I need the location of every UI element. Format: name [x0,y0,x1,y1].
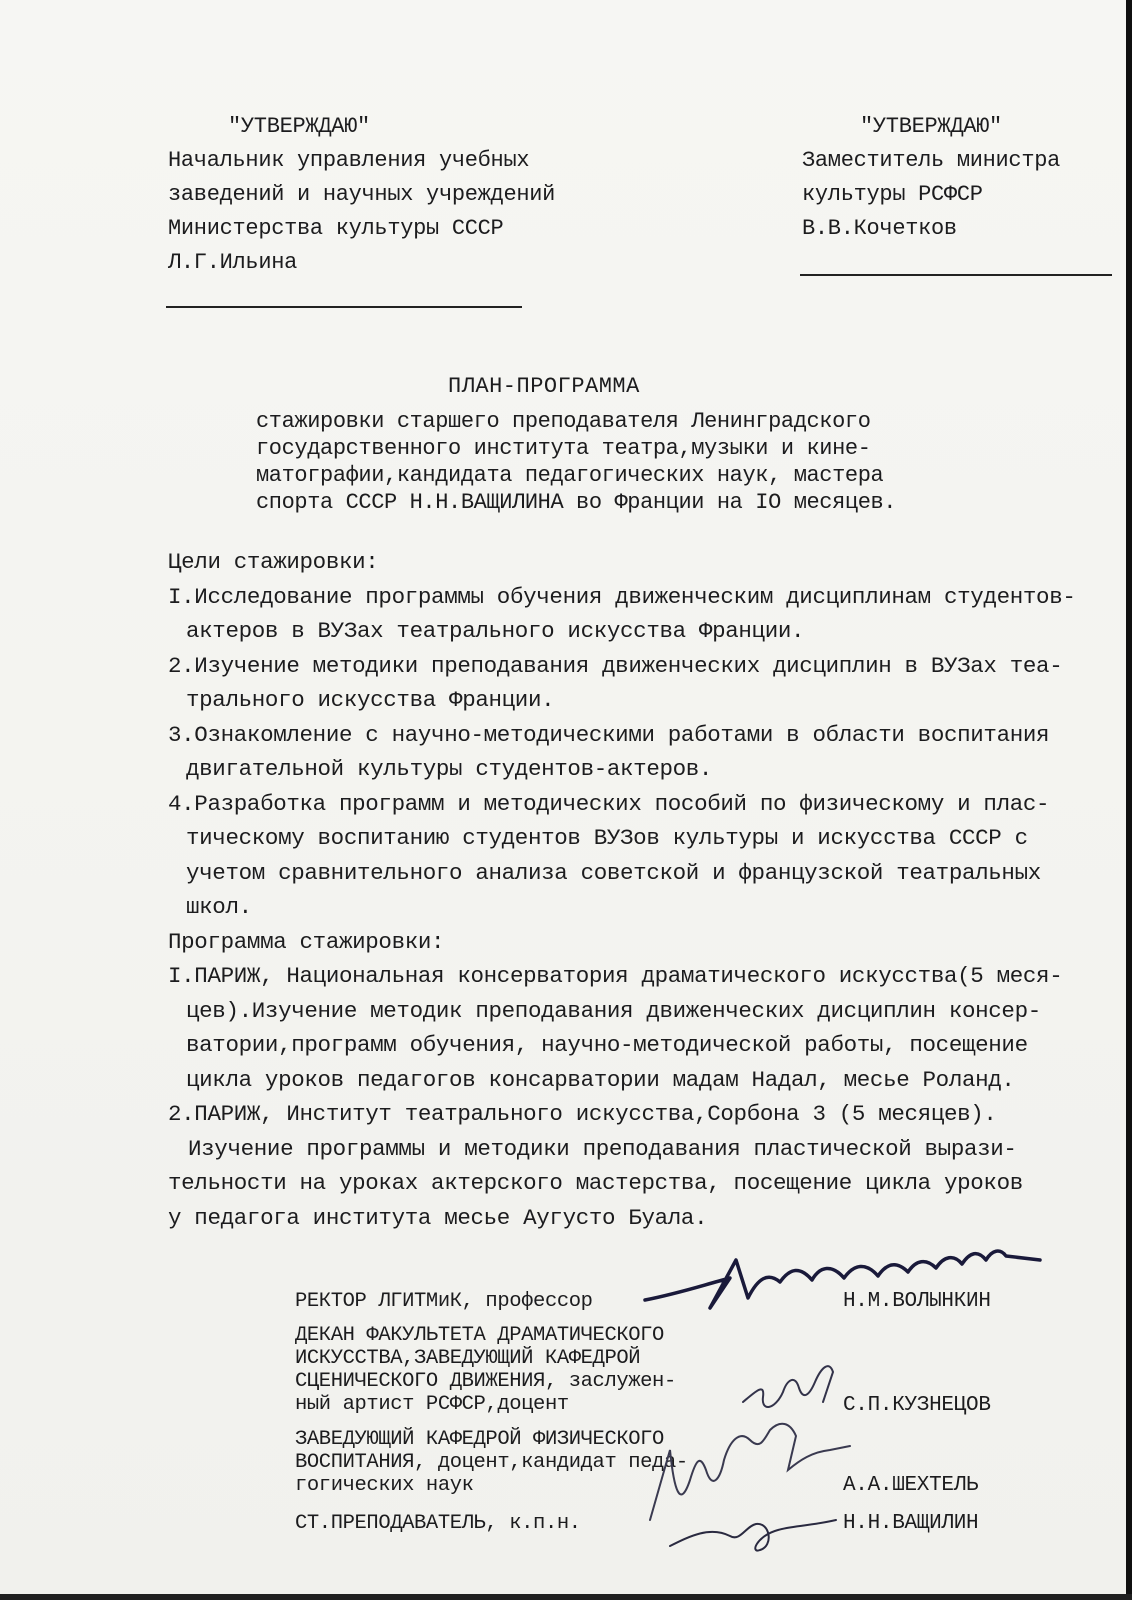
signature-title-dean [295,1324,676,1416]
signature-name-head: А.А.ШЕХТЕЛЬ [843,1474,979,1497]
scan-edge-right [1126,0,1132,1600]
goal-line: тическому воспитанию студентов ВУЗов культуры и искусства СССР с [186,825,1028,851]
program-line: цикла уроков педагогов консарватории мадам Надал, месье Роланд. [186,1066,1015,1093]
goal-line: актеров в ВУЗах театрального искусства Франции. [186,618,805,644]
program-line: I.ПАРИЖ, Национальная консерватория драматического искусства(5 меся- [168,963,1063,989]
goal-line: I.Исследование программы обучения движенческим дисциплинам студентов- [168,583,1076,610]
signature-title-line: РЕКТОР ЛГИТМиК, профессор [295,1290,593,1313]
goal-line: 2.Изучение методики преподавания движенческих дисциплин в ВУЗах теа- [168,652,1063,679]
handwritten-signature-rector [640,1238,1060,1318]
approval-right-line: Заместитель министра [802,148,1061,173]
signature-name-rector: Н.М.ВОЛЫНКИН [843,1290,991,1313]
signature-name-dean: С.П.КУЗНЕЦОВ [843,1394,991,1417]
approval-right-line: культуры РСФСР [802,182,983,207]
signature-title-rector [295,1290,593,1313]
document-title: ПЛАН-ПРОГРАММА [448,374,640,399]
signature-title-line: ВОСПИТАНИЯ, доцент,кандидат педа- [295,1451,688,1474]
signature-title-line: ДЕКАН ФАКУЛЬТЕТА ДРАМАТИЧЕСКОГО [295,1324,664,1347]
approval-left-signature-line [166,306,522,308]
document-subtitle [256,408,896,516]
program-line: ватории,программ обучения, научно-методической работы, посещение [186,1032,1028,1058]
approval-left-line: Начальник управления учебных [168,148,530,173]
approval-right-signature-line [800,274,1112,276]
program-line: 2.ПАРИЖ, Институт театрального искусства,Сорбона 3 (5 месяцев). [168,1101,997,1127]
approval-left-line: Министерства культуры СССР [168,216,504,241]
signature-title-line: СЦЕНИЧЕСКОГО ДВИЖЕНИЯ, заслужен- [295,1370,676,1393]
subtitle-line: стажировки старшего преподавателя Ленинградского [256,409,871,434]
signature-title-lecturer [295,1512,581,1535]
subtitle-line: государственного института театра,музыки и кине- [256,436,871,461]
handwritten-signature-lecturer [660,1496,840,1566]
signature-title-line: ИСКУССТВА,ЗАВЕДУЮЩИЙ КАФЕДРОЙ [295,1347,641,1370]
goal-line: учетом сравнительного анализа советской и французской театральных [186,859,1041,886]
approval-left-line: Л.Г.Ильина [168,250,298,275]
scan-edge-bottom [0,1594,1132,1600]
goal-line: школ. [186,894,252,920]
document-body [168,545,1128,1235]
signature-title-line: гогических наук [295,1474,474,1497]
goal-line: двигательной культуры студентов-актеров. [186,756,713,782]
program-line: тельности на уроках актерского мастерства, посещение цикла уроков [168,1170,1023,1196]
approval-left-line: заведений и научных учреждений [168,182,556,207]
goal-line: трального искусства Франции. [186,687,555,713]
signature-title-head [295,1428,688,1497]
program-line: Изучение программы и методики преподавания пластической вырази- [188,1135,1017,1162]
signature-title-line: ЗАВЕДУЮЩИЙ КАФЕДРОЙ ФИЗИЧЕСКОГО [295,1428,664,1451]
signature-name-lecturer: Н.Н.ВАЩИЛИН [843,1512,979,1535]
approval-right-heading: "УТВЕРЖДАЮ" [860,114,1002,139]
approval-right-line: В.В.Кочетков [802,216,957,241]
goals-heading: Цели стажировки: [168,549,379,575]
program-line: у педагога института месье Аугусто Буала. [168,1204,708,1231]
program-line: цев).Изучение методик преподавания движенческих дисциплин консер- [186,997,1041,1024]
signature-title-line: СТ.ПРЕПОДАВАТЕЛЬ, к.п.н. [295,1512,581,1535]
signature-title-line: ный артист РСФСР,доцент [295,1393,569,1416]
subtitle-line: матографии,кандидата педагогических наук, мастера [256,463,884,488]
approval-left-heading: "УТВЕРЖДАЮ" [228,114,370,139]
subtitle-line: спорта СССР Н.Н.ВАЩИЛИНА во Франции на IO месяцев. [256,490,897,515]
approval-right [802,110,1060,246]
goal-line: 3.Ознакомление с научно-методическими работами в области воспитания [168,721,1050,748]
goal-line: 4.Разработка программ и методических пособий по физическому и плас- [168,790,1050,817]
approval-left [168,110,555,280]
program-heading: Программа стажировки: [168,928,445,955]
